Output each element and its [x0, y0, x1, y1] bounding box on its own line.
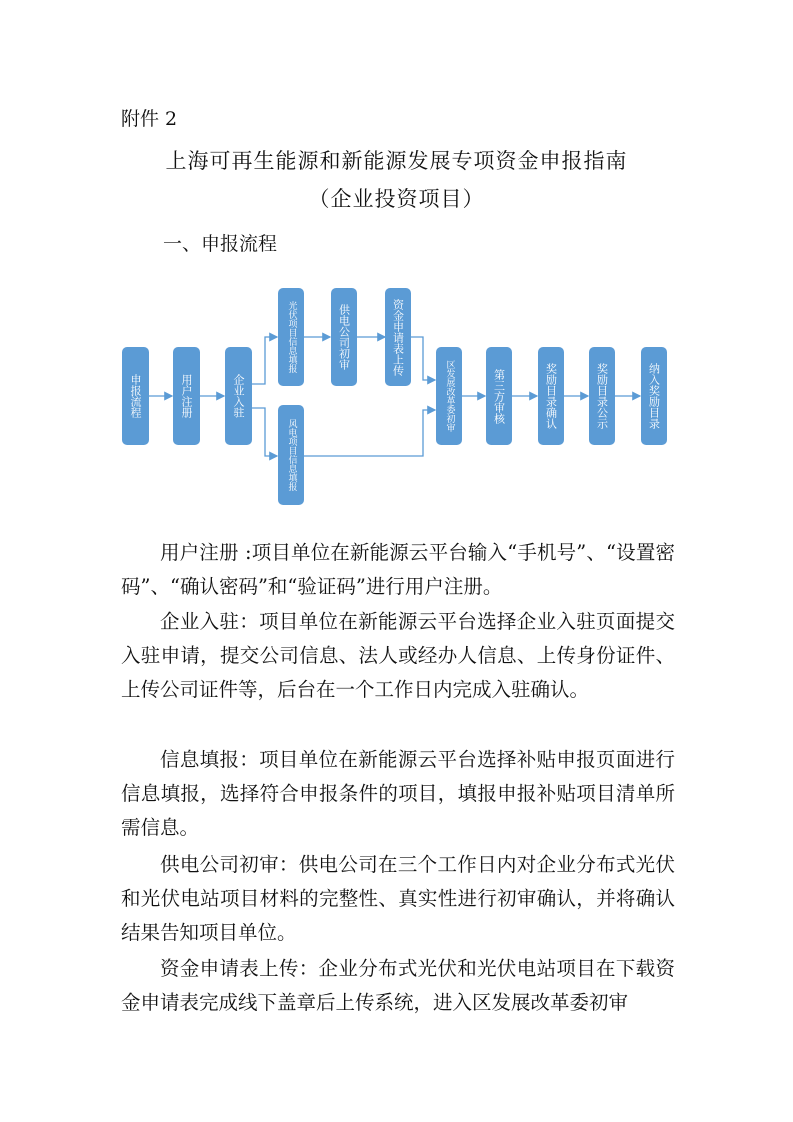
flow-node-register: 用户注册 [173, 347, 200, 445]
paragraph-register: 用户注册 :项目单位在新能源云平台输入“手机号”、“设置密码”、“确认密码”和“验证码”进行用户注册。 [121, 541, 675, 598]
paragraph-fund-upload: 资金申请表上传：企业分布式光伏和光伏电站项目在下载资金申请表完成线下盖章后上传系统，进入区发展改革委初审 [121, 957, 675, 1014]
paragraph-grid-review: 供电公司初审：供电公司在三个工作日内对企业分布式光伏和光伏电站项目材料的完整性、真实性进行初审确认，并将确认结果告知项目单位。 [121, 853, 675, 944]
paragraph-info: 信息填报：项目单位在新能源云平台选择补贴申报页面进行信息填报，选择符合申报条件的项目，填报申报补贴项目清单所需信息。 [121, 748, 675, 839]
arrow-settle-pv [252, 337, 277, 384]
flow-node-fund-upload: 资金申请表上传 [385, 288, 411, 386]
arrow-settle-wind [252, 408, 277, 456]
document-subtitle: （企业投资项目） [308, 187, 485, 211]
flow-node-settle: 企业入驻 [225, 347, 252, 445]
arrow-wind-district [304, 410, 435, 456]
flow-node-third-party: 第三方审核 [486, 347, 512, 445]
arrow-fund-district [411, 337, 435, 380]
flow-node-district-review: 区发展改革委初审 [436, 347, 462, 445]
flow-node-list-public: 奖励目录公示 [589, 347, 615, 445]
flow-node-wind-info: 风电项目信息填报 [278, 405, 304, 505]
flow-node-apply: 申报流程 [122, 347, 149, 445]
section-heading: 一、申报流程 [163, 233, 278, 255]
paragraph-settle: 企业入驻：项目单位在新能源云平台选择企业入驻页面提交入驻申请，提交公司信息、法人或经办人信息、上传身份证件、上传公司证件等，后台在一个工作日内完成入驻确认。 [121, 610, 675, 701]
attachment-label: 附件 2 [121, 108, 178, 130]
document-title: 上海可再生能源和新能源发展专项资金申报指南 [165, 149, 628, 173]
flow-node-grid-review: 供电公司初审 [331, 288, 357, 386]
flow-node-pv-info: 光伏项目信息填报 [278, 288, 304, 386]
flow-node-list-confirm: 奖励目录确认 [538, 347, 564, 445]
flow-node-list-include: 纳入奖励目录 [641, 347, 667, 445]
